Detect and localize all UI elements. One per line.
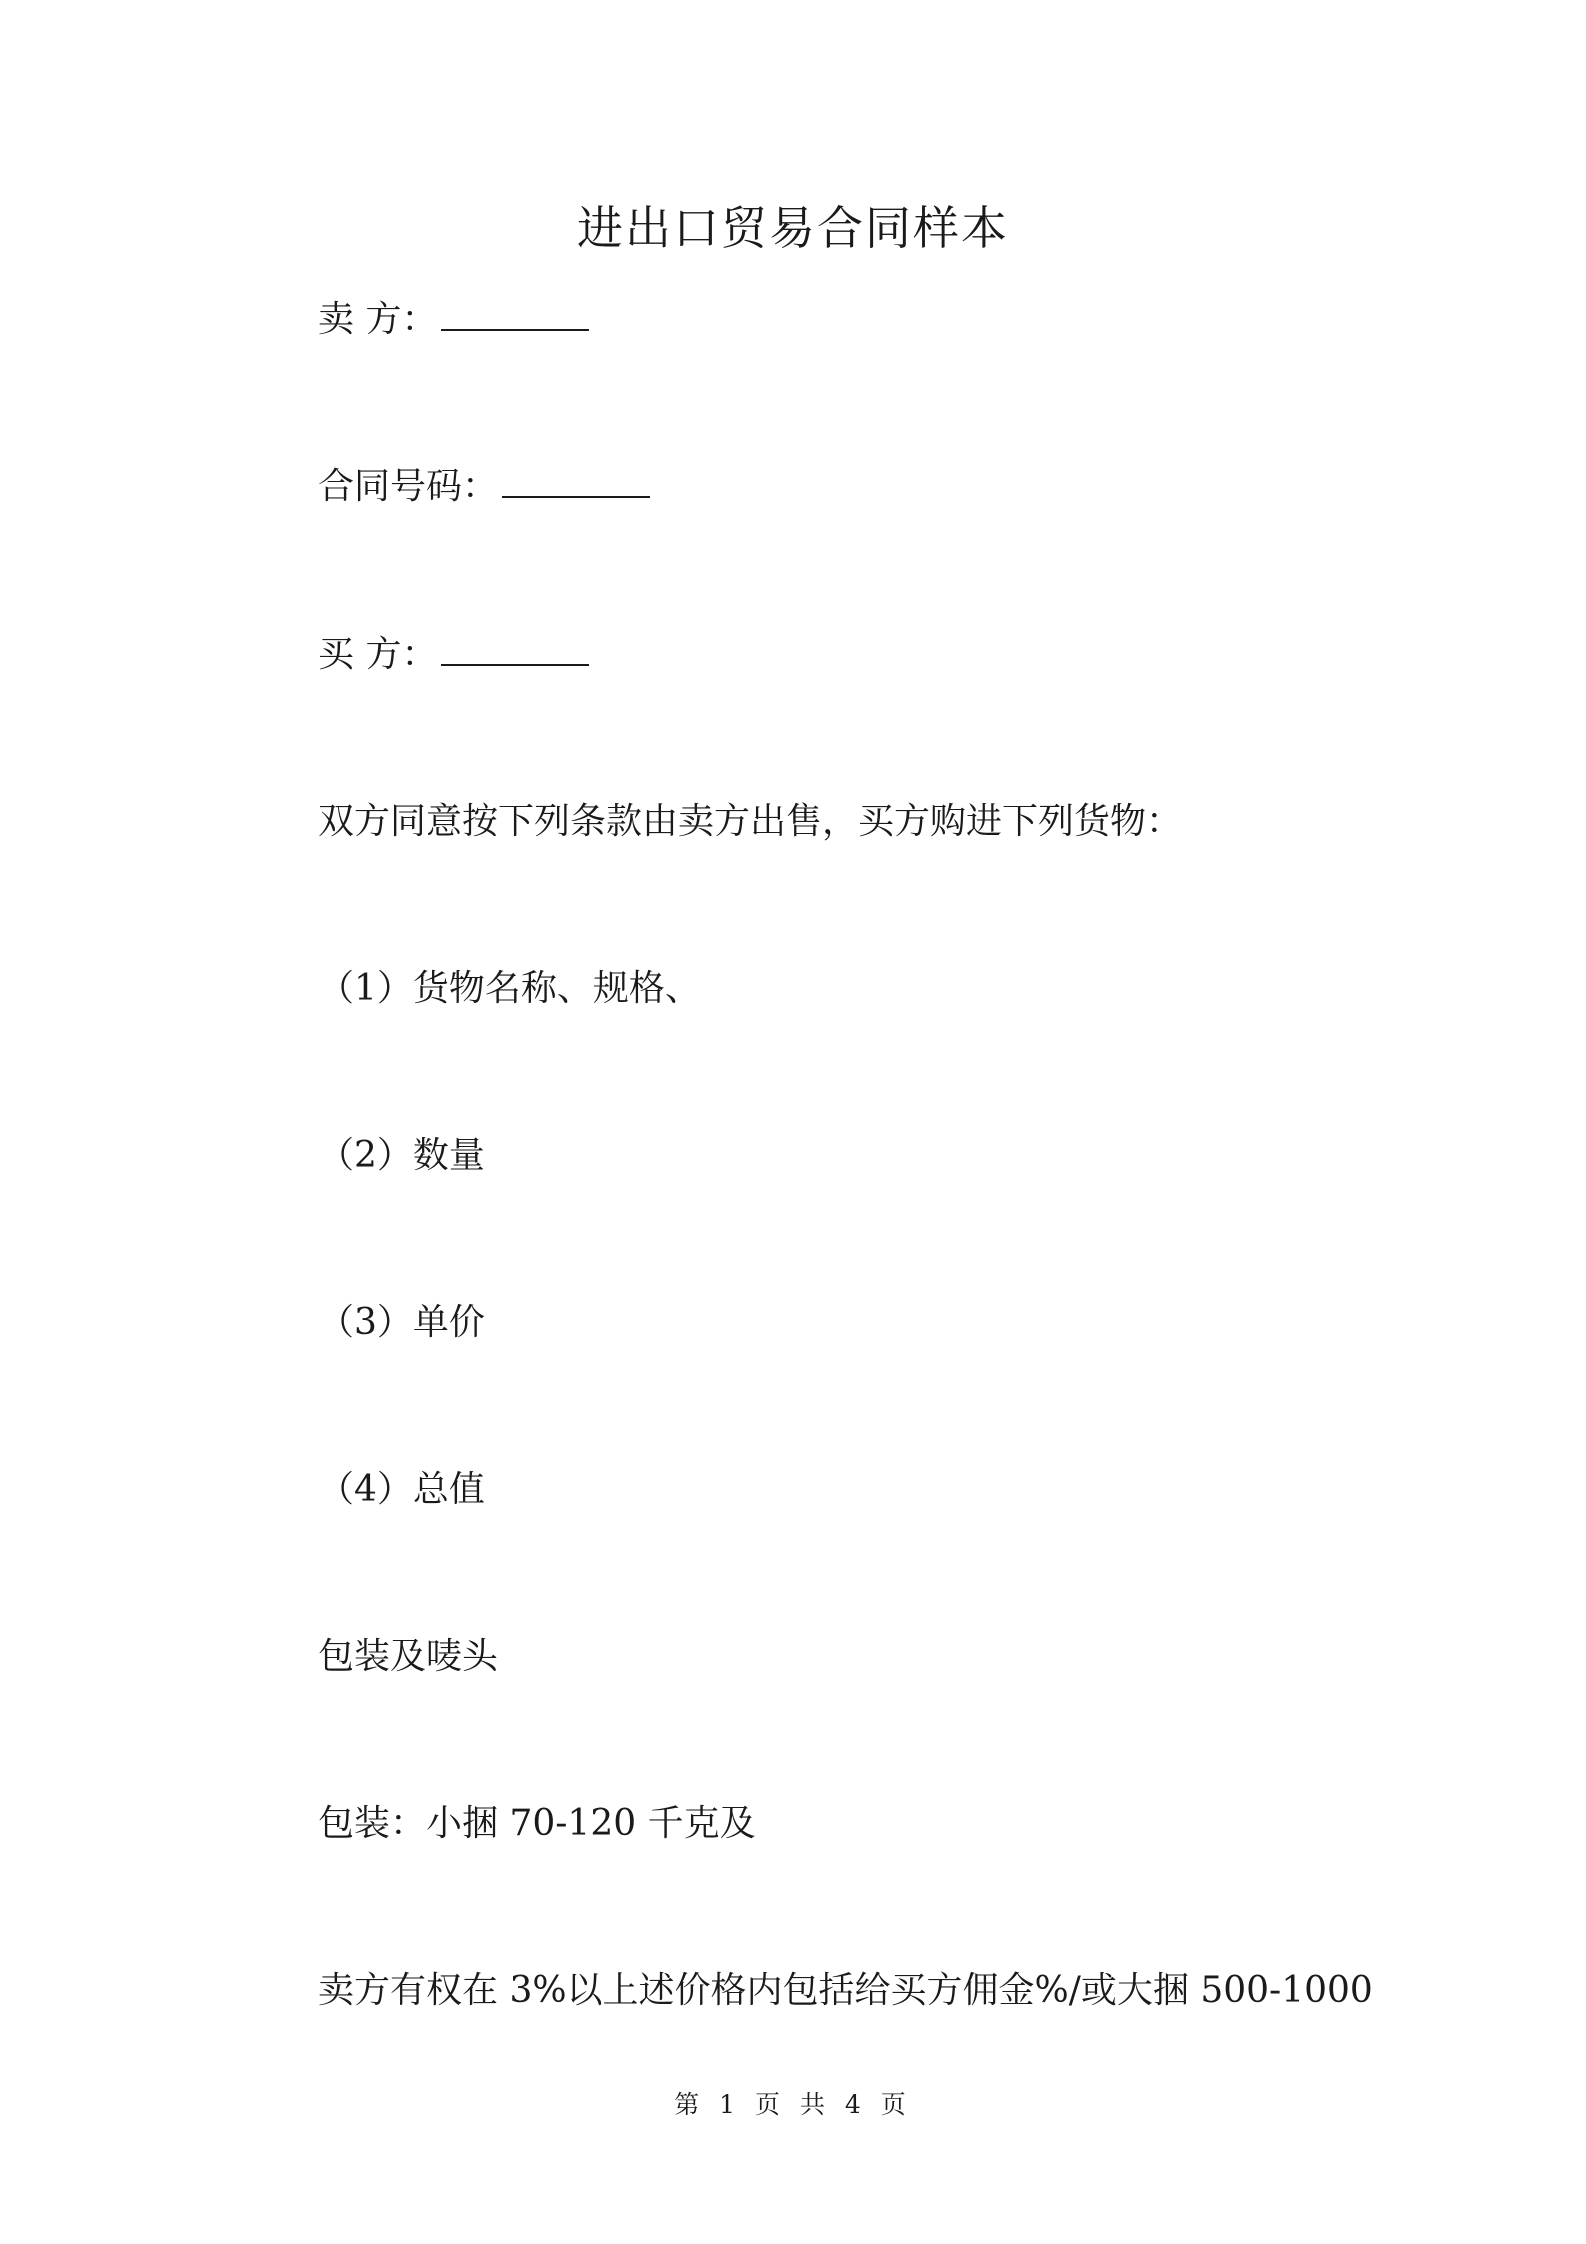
- packing-heading: 包装及唛头: [318, 1636, 499, 1677]
- contract-number-blank: [502, 462, 650, 498]
- seller-field: [318, 295, 589, 345]
- seller-blank: [441, 295, 589, 331]
- commission-paragraph: 卖方有权在 3%以上述价格内包括给买方佣金%/或大捆 500-1000: [318, 1970, 1373, 2011]
- document-title: 进出口贸易合同样本: [577, 201, 1009, 255]
- item-goods-name: （1）货物名称、规格、: [318, 968, 701, 1009]
- intro-paragraph: 双方同意按下列条款由卖方出售，买方购进下列货物：: [318, 801, 1183, 842]
- seller-label: 卖 方：: [318, 299, 438, 340]
- contract-number-label: 合同号码：: [318, 466, 499, 507]
- item-total-value: （4）总值: [318, 1469, 485, 1510]
- item-unit-price: （3）单价: [318, 1302, 485, 1343]
- item-quantity: （2）数量: [318, 1135, 485, 1176]
- packing-paragraph: 包装：小捆 70-120 千克及: [318, 1803, 756, 1844]
- buyer-field: [318, 630, 589, 680]
- contract-number-field: [318, 462, 650, 512]
- buyer-blank: [441, 630, 589, 666]
- buyer-label: 买 方：: [318, 634, 438, 675]
- page-footer: 第 1 页 共 4 页: [674, 2090, 912, 2119]
